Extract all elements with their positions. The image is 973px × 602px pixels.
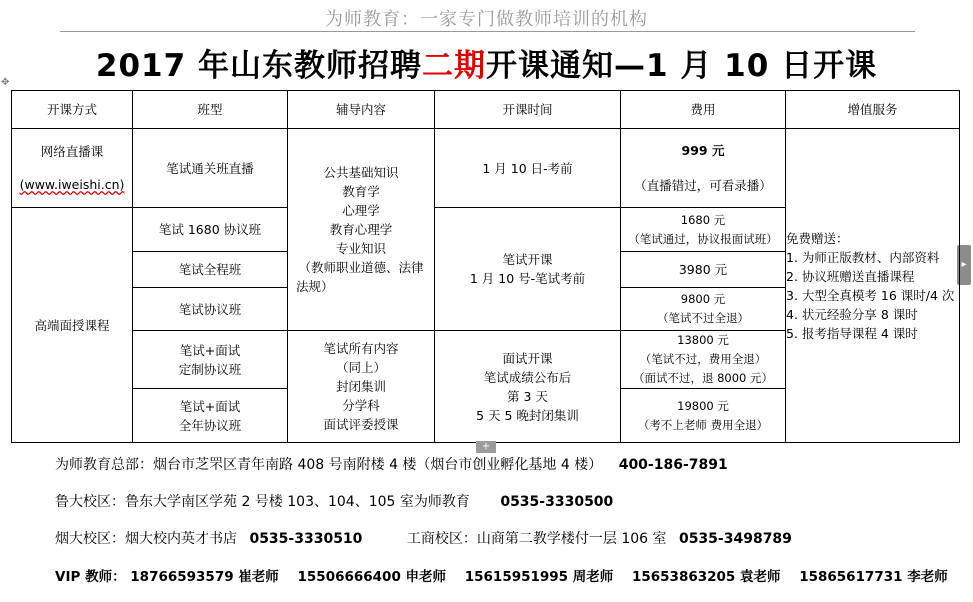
time-line: 笔试成绩公布后 bbox=[483, 369, 572, 385]
class-line: 全年协议班 bbox=[178, 417, 242, 433]
col-header: 班型 bbox=[133, 91, 288, 129]
vip-teachers bbox=[55, 565, 948, 585]
content-line: 专业知识 bbox=[335, 241, 386, 256]
content-line: 公共基础知识 bbox=[323, 165, 399, 180]
col-header: 辅导内容 bbox=[288, 91, 435, 129]
phone-number: 0535-3330510 bbox=[249, 531, 363, 547]
content-line: 分学科 bbox=[342, 398, 380, 413]
phone-number: 18766593579 bbox=[130, 569, 234, 585]
address-text: 为师教育总部：烟台市芝罘区青年南路 408 号南附楼 4 楼（烟台市创业孵化基地 4 楼） bbox=[55, 457, 603, 473]
content-line: （同上） bbox=[335, 360, 386, 375]
phone-number: 15653863205 bbox=[631, 569, 736, 585]
col-header: 开课方式 bbox=[12, 91, 133, 129]
service-line: 1. 为师正版教材、内部资料 bbox=[786, 249, 940, 265]
page-title bbox=[0, 40, 973, 85]
fee-cell bbox=[621, 389, 786, 443]
class-name-cell: 笔试协议班 bbox=[133, 288, 288, 331]
service-line: 免费赠送： bbox=[786, 230, 849, 246]
service-line: 5. 报考指导课程 4 课时 bbox=[786, 325, 918, 341]
class-name-cell: 笔试通关班直播 bbox=[133, 129, 288, 208]
campus-line bbox=[55, 528, 792, 548]
fee-line: （笔试通过，协议报面试班） bbox=[628, 231, 778, 246]
fee-note: （直播错过，可看录播） bbox=[634, 178, 772, 193]
org-tagline: 为师教育：一家专门做教师培训的机构 bbox=[325, 9, 648, 30]
address-text: 工商校区：山商第二教学楼付一层 106 室 bbox=[406, 531, 667, 547]
services-cell bbox=[786, 129, 960, 443]
table-add-row-icon[interactable]: + bbox=[476, 441, 496, 453]
resize-handle-icon[interactable]: ▸ bbox=[957, 245, 971, 285]
mode-cell-offline: 高端面授课程 bbox=[12, 208, 133, 443]
interview-content-cell bbox=[288, 331, 435, 443]
fee-cell bbox=[621, 208, 786, 252]
title-highlight: 二期 bbox=[421, 48, 486, 84]
header-divider bbox=[60, 31, 915, 32]
phone-number: 15615951995 bbox=[464, 569, 569, 585]
ludong-campus bbox=[55, 491, 613, 511]
content-line: 封闭集训 bbox=[335, 379, 386, 394]
time-line: 5 天 5 晚封闭集训 bbox=[476, 407, 579, 423]
service-line: 3. 大型全真模考 16 课时/4 次 bbox=[786, 287, 955, 303]
fee-line: 9800 元 bbox=[680, 292, 726, 306]
phone-number: 15865617731 bbox=[799, 569, 903, 585]
teacher-name: 袁老师 bbox=[740, 569, 781, 585]
title-part-1: 2017 年山东教师招聘 bbox=[95, 48, 422, 84]
content-line: （教师职业道德、法律 bbox=[298, 260, 424, 275]
fee-line: 13800 元 bbox=[677, 333, 729, 347]
course-schedule-table bbox=[11, 90, 960, 443]
table-move-handle-icon[interactable]: ✥ bbox=[1, 77, 10, 88]
table-row bbox=[12, 129, 960, 208]
table-header-row bbox=[12, 91, 960, 129]
teacher-name: 周老师 bbox=[572, 569, 614, 585]
phone-number: 15506666400 bbox=[297, 569, 401, 585]
start-time-cell: 1 月 10 日-考前 bbox=[435, 129, 621, 208]
vip-label: VIP 教师： bbox=[55, 569, 126, 585]
class-name-cell: 笔试全程班 bbox=[133, 252, 288, 288]
class-line: 笔试+面试 bbox=[179, 342, 241, 358]
teacher-name: 申老师 bbox=[405, 569, 447, 585]
hq-address bbox=[55, 454, 728, 474]
fee-line: 19800 元 bbox=[677, 398, 729, 413]
class-name-cell: 笔试 1680 协议班 bbox=[133, 208, 288, 252]
phone-number: 0535-3498789 bbox=[678, 531, 792, 547]
address-text: 烟大校区：烟大校内英才书店 bbox=[55, 531, 237, 547]
fee-line: 1680 元 bbox=[680, 212, 726, 227]
fee-cell: 3980 元 bbox=[621, 252, 786, 288]
content-line: 教育学 bbox=[342, 184, 380, 199]
fee-cell bbox=[621, 129, 786, 208]
time-line: 第 3 天 bbox=[507, 388, 548, 404]
mode-cell-network bbox=[12, 129, 133, 208]
fee-cell bbox=[621, 331, 786, 389]
time-line: 面试开课 bbox=[502, 350, 553, 366]
col-header: 开课时间 bbox=[435, 91, 621, 129]
col-header: 增值服务 bbox=[786, 91, 960, 129]
content-line: 法规） bbox=[296, 279, 334, 294]
title-part-2: 开课通知—1 月 10 日开课 bbox=[485, 48, 878, 84]
phone-number: 0535-3330500 bbox=[500, 494, 614, 510]
fee-cell bbox=[621, 288, 786, 331]
class-line: 定制协议班 bbox=[178, 361, 242, 377]
service-line: 2. 协议班赠送直播课程 bbox=[786, 268, 915, 284]
fee-line: （笔试不过全退） bbox=[657, 311, 749, 325]
fee-line: （面试不过，退 8000 元） bbox=[632, 371, 774, 385]
class-line: 笔试+面试 bbox=[179, 398, 241, 414]
website-link[interactable]: (www.iweishi.cn) bbox=[19, 177, 125, 192]
written-time-cell bbox=[435, 208, 621, 331]
fee-line: （笔试不过，费用全退） bbox=[639, 352, 767, 366]
content-line: 面试评委授课 bbox=[323, 417, 399, 432]
address-text: 鲁大校区：鲁东大学南区学苑 2 号楼 103、104、105 室为师教育 bbox=[55, 494, 470, 510]
mode-label: 网络直播课 bbox=[40, 144, 104, 159]
fee-line: （考不上老师 费用全退） bbox=[637, 417, 769, 432]
class-name-cell bbox=[133, 331, 288, 389]
time-line: 1 月 10 号-笔试考前 bbox=[469, 271, 586, 286]
time-line: 笔试开课 bbox=[502, 252, 553, 267]
content-line: 教育心理学 bbox=[329, 222, 393, 237]
content-line: 心理学 bbox=[342, 203, 380, 218]
class-name-cell bbox=[133, 389, 288, 443]
teacher-name: 李老师 bbox=[907, 569, 948, 585]
service-line: 4. 状元经验分享 8 课时 bbox=[786, 306, 918, 322]
interview-time-cell bbox=[435, 331, 621, 443]
teacher-name: 崔老师 bbox=[238, 569, 279, 585]
col-header: 费用 bbox=[621, 91, 786, 129]
fee-value: 999 元 bbox=[681, 143, 725, 158]
phone-number: 400-186-7891 bbox=[618, 457, 728, 473]
content-line: 笔试所有内容 bbox=[323, 341, 399, 356]
written-content-cell bbox=[288, 129, 435, 331]
